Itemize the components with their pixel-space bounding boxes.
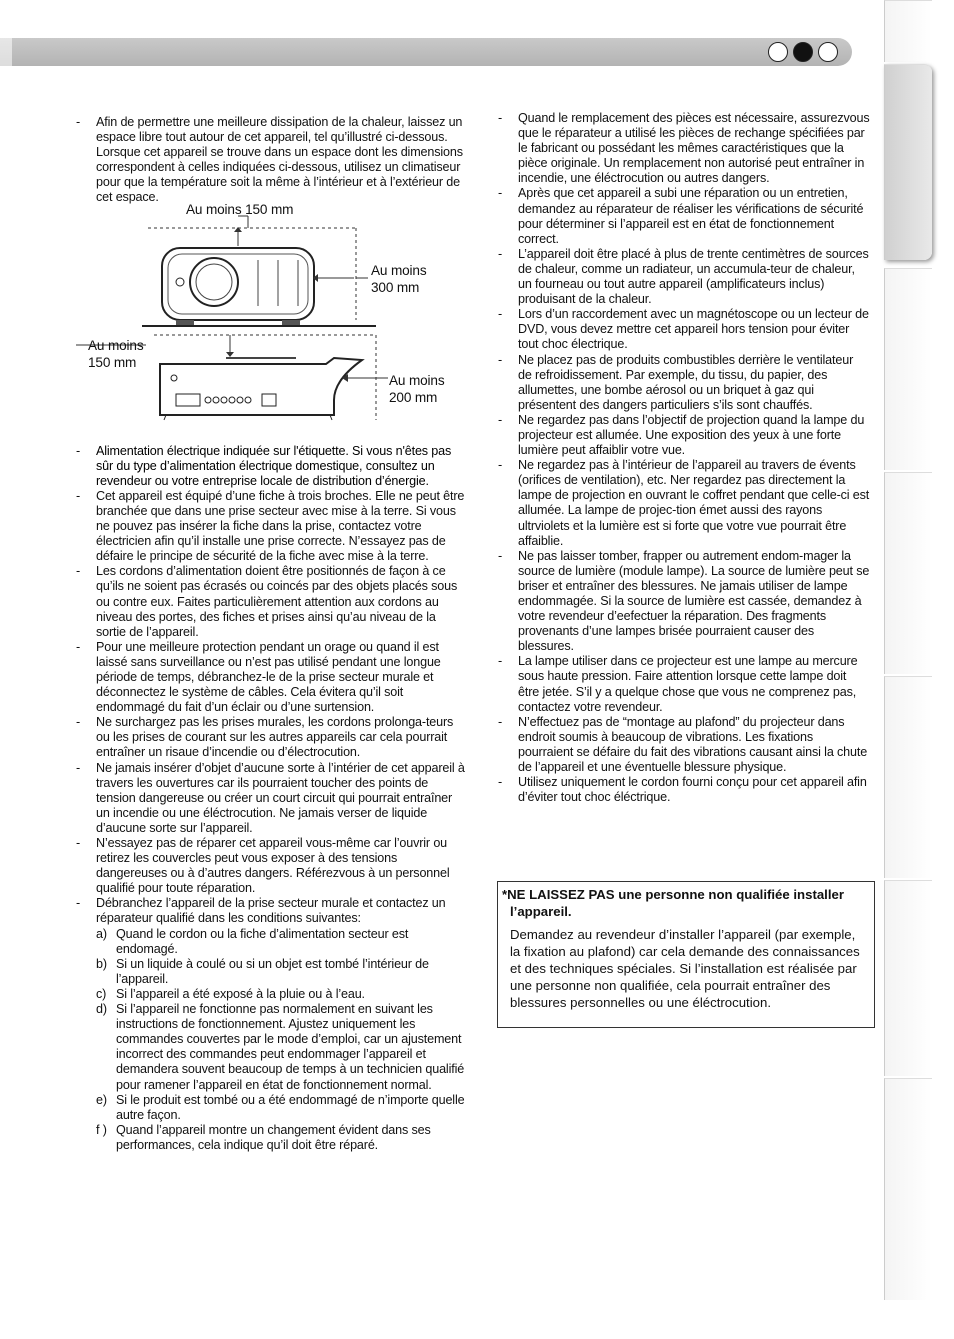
header-bar [0,38,852,66]
list-item: - Ne pas laisser tomber, frapper ou autrement endom-mager la source de lumière (module lampe). La source de lumière peut se briser et entraîner des blessures. Ne jamais utiliser de lampe endommagée. Si la source de lumière est cassée, demandez à votre revendeur d’eefectuer la réparation. Des fragments provenants d’une lampes brisée pourraient causer des blessures. [498,548,870,654]
label-right-clearance-2: 300 mm [371,279,420,295]
label-left-clearance-2: 150 mm [88,354,137,370]
side-tab-6[interactable] [884,880,932,1076]
page-indicator [768,42,838,62]
list-item: - Cet appareil est équipé d’une fiche à trois broches. Elle ne peut être branchée que dans une prise secteur avec mise à la terre. Si vous ne pouvez pas insérer la fiche dans la prise, contactez votre électricien afin qu’il installe une prise correcte. N’essayez pas de défaire le principe de sécurité de la fiche avec mise à la terre. [76,488,465,564]
installation-warning-box [497,881,875,1028]
list-item: - Ne jamais insérer d’objet d’aucune sorte à l’intérier de cet appareil à travers les ouvertures car ils pourraient toucher des points de tension dangereuse ou créer un court circuit qui pourrait entraîner un incendie ou une éléctrocution. Ne jamais verser de liquide d’aucune sorte sur l’appareil. [76,760,465,835]
right-column [498,111,870,805]
list-item: - La lampe utiliser dans ce projecteur est une lampe au mercure sous haute pression. Faire attention lorsque cette lampe doit être jetée. S’il y a quelque chose que vous ne comprenez pas, contactez votre revendeur. [498,654,858,714]
list-item: - Utilisez uniquement le cordon fourni conçu pour cet appareil afin d’éviter tout choc éléctrique. [498,775,867,805]
list-item: - N’effectuez pas de “montage au plafond” du projecteur dans endroit soumis à beaucoup de vibrations. Les fixations pourraient se défaire du fait des vibrations causant ainsi la chute de l’appareil et une éventuelle blessure physique. [498,714,868,775]
list-item: - Ne placez pas de produits combustibles derrière le ventilateur de refroidissement. Par exemple, du tissu, du papier, des allumettes, une bombe aérosol ou un briquet à gaz qui présentent des dangers particuliers s’ils sont chauffés. [498,352,854,412]
list-item: - Alimentation électrique indiquée sur l'étiquette. Si vous n'êtes pas sûr du type d’alimentation électrique domestique, consultez un revendeur ou votre entreprise locale de distribution d’énergie. [76,443,452,488]
list-item: - Lors d’un raccordement avec un magnétoscope ou un lecteur de DVD, vous devez mettre cet appareil hors tension pour éviter tout choc électrique. [498,307,869,352]
side-tab-2[interactable] [884,64,932,260]
side-tab-3[interactable] [884,268,932,470]
label-right-clearance-1: Au moins [371,262,427,278]
label-side-clearance-2: 200 mm [389,389,438,405]
side-tab-4[interactable] [884,472,932,674]
sub-item: c) Si l’appareil a été exposé à la pluie ou à l’eau. [96,986,365,1001]
sub-item: e) Si le produit est tombé ou a été endommagé de n’importe quelle autre façon. [96,1092,465,1122]
list-item: - L’appareil doit être placé à plus de trente centimètres de sources de chaleur, comme un radiateur, un accumula-teur de chaleur, un fourneau ou tout autre appareil (amplificateurs inclus) produisant de la chaleur. [498,246,869,307]
indicator-dot-1 [768,42,788,62]
label-side-clearance-1: Au moins [389,372,445,388]
side-tab-5[interactable] [884,676,932,878]
warning-body: Demandez au revendeur d’installer l’appareil (par exemple, la fixation au plafond) car cela demande des connaissances et des techniques spéciales. Si l’installation est réalisée par une personne non qualifiée, cela pourrait entraîner des blessures personnelles ou une éléctrocution. [510,927,860,1010]
list-item: - Quand le remplacement des pièces est nécessaire, assurezvous que le réparateur a utilisé les pièces de rechange spécifiées par le fabricant ou possédant les mêmes caractéristiques que la pièce originale. Un remplacement non autorisé peut entraîner in incendie, une éléctrocution ou autres dangers. [498,111,870,186]
list-item: - Pour une meilleure protection pendant un orage ou quand il est laissé sans surveillance ou n’est pas utilisé pendant une longue période de temps, débranchez-le de la prise secteur murale et déconnectez le système de câbles. Cela évitera qu’il soit endommagé du fait d’un éclair ou d’une surtension. [76,639,441,715]
label-left-clearance-1: Au moins [88,337,144,353]
list-item: - Débranchez l’appareil de la prise secteur murale et contactez un réparateur qualifié dans les conditions suivantes: [76,896,446,926]
sub-item: f ) Quand l’appareil montre un changement évident dans ses performances, cela indique qu’il doit être réparé. [96,1122,431,1152]
side-tab-7[interactable] [884,1078,932,1300]
sub-item: a) Quand le cordon ou la fiche d’alimentation secteur est endomagé. [96,926,409,956]
list-item: - Les cordons d’alimentation doient être positionnés de façon à ce qu’ils ne soient pas écrasés ou coincés par des objets placés sous ou contre eux. Faites particulièrement attention aux cordons au niveau des portes, des fiches et prises ainsi qu’au niveau de la sortie de l’appareil. [76,564,458,639]
list-item: - Afin de permettre une meilleure dissipation de la chaleur, laissez un espace libre tout autour de cet appareil, tel qu’illustré ci-dessous. Lorsque cet appareil se trouve dans un espace dont les dimensions correspondent à celles indiquées ci-dessous, utilisez un climatiseur pour que la température soit la même à l’intérieur et à l’extérieur de cet espace. [76,115,463,205]
list-item: - Ne regardez pas dans l’objectif de projection quand la lampe du projecteur est allumée. Une exposition des yeux à une forte lumière peut affaiblir votre vue. [498,412,865,458]
list-item: - Ne surchargez pas les prises murales, les cordons prolonga-teurs ou les prises de courant sur les autres appareils car cela pourrait entraîner un risaue d’incendie ou d’électrocution. [76,715,454,760]
warning-title: *NE LAISSEZ PAS une personne non qualifiée installer l’appareil. [502,887,844,919]
list-item: - Ne regardez pas à l’intérieur de l’appareil au travers de évents (orifices de ventilation), etc. Ner regardez pas directement la lampe de projection en ouvrant le coffret pendant que celle-ci est allumée. La lampe de projec-tion émet aussi des rayons ultrviolets et la lumière est si forte que votre vue pourrait être affaiblie. [498,458,870,548]
side-tab-1[interactable] [884,0,932,62]
sub-item: d) Si l’appareil ne fonctionne pas normalement en suivant les instructions de fonctionnement. Ajustez uniquement les commandes couvertes par le mode d’emploi, car un ajustement incorrect des commandes peut endommager l’appareil et demandera souvent beaucoup de temps à un technicien qualifié pour ramener l’appareil en état de fonctionnement normal. [96,1002,465,1092]
clearance-diagram [76,201,468,434]
indicator-dot-3 [818,42,838,62]
left-column [76,115,468,1153]
sub-item: b) Si un liquide à coulé ou si un objet est tombé l’intérieur de l’appareil. [96,956,429,986]
list-item: - N’essayez pas de réparer cet appareil vous-même car l’ouvrir ou retirez les couvercles peut vous exposer à des tensions dangereuses ou à d’autres dangers. Référezvous à un personnel qualifié pour toute réparation. [76,836,450,896]
list-item: - Après que cet appareil a subi une réparation ou un entretien, demandez au réparateur de réaliser les vérifications de sécurité pour déterminer si l’appareil est en état de fonctionnement correct. [498,186,864,246]
indicator-dot-2 [793,42,813,62]
label-top-clearance: Au moins 150 mm [186,201,294,217]
side-tabs [884,0,954,1339]
